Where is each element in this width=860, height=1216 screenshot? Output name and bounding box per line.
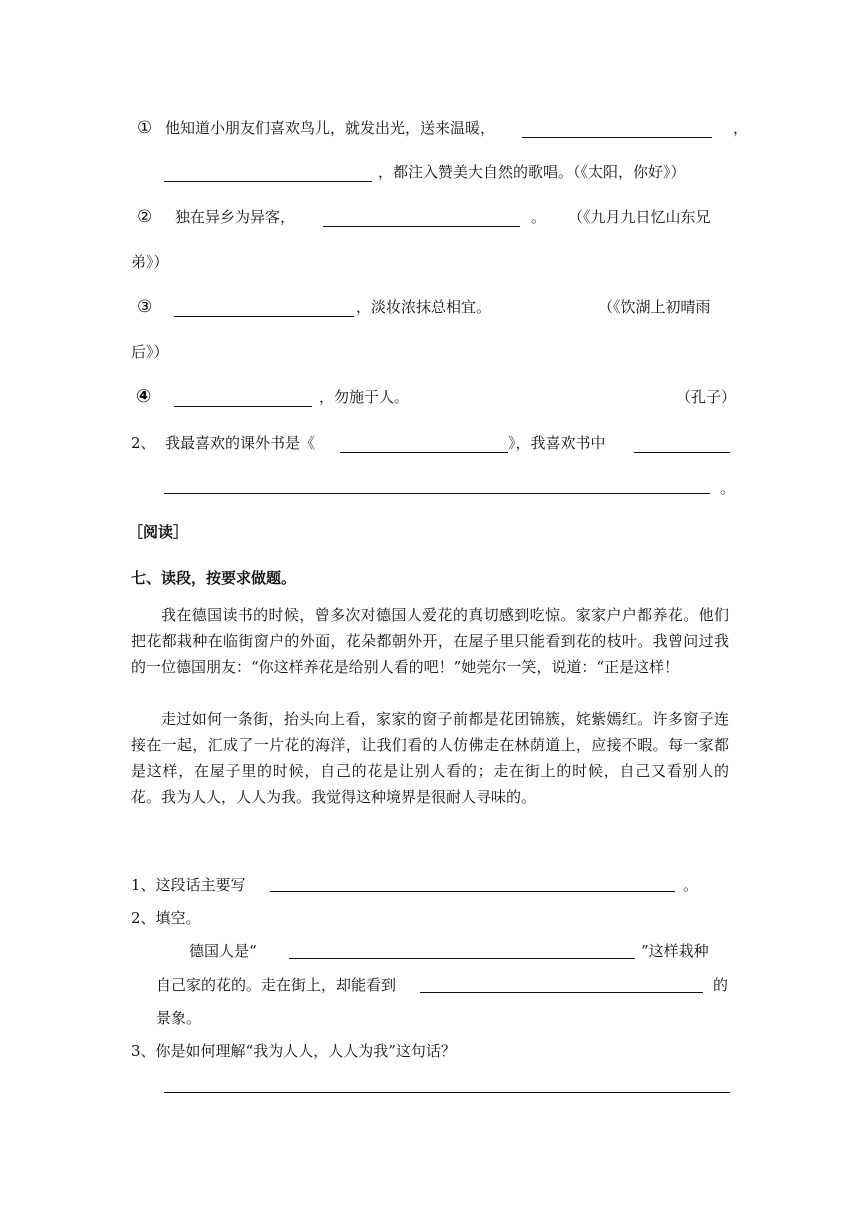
item1-comma: ， (733, 119, 749, 137)
reading-paragraph-1: 我在德国读书的时候，曾多次对德国人爱花的真切感到吃惊。家家户户都养花。他们把花都栽种在临街窗户的外面，花朵都朝外开，在屋子里只能看到花的枝叶。我曾问过我的一位德国朋友：“你这样养花是给别人看的吧！”她莞尔一笑，说道：“正是这样！ (131, 606, 729, 676)
q2-end: 。 (720, 479, 736, 497)
section-label-reading: ［阅读］ (128, 523, 189, 541)
question-2-blank-2[interactable] (420, 992, 703, 993)
question-3-blank[interactable] (164, 1092, 730, 1093)
question-3: 3、你是如何理解“我为人人，人人为我”这句话？ (131, 1042, 456, 1060)
item3-text: ，淡妆浓抹总相宜。 (356, 298, 492, 316)
item2-source: （《九月九日忆山东兄 (568, 208, 711, 226)
item2-period: 。 (531, 208, 547, 226)
question-1-blank[interactable] (270, 891, 675, 892)
question-2-line2-b: 的 (713, 976, 729, 994)
item1-text: 他知道小朋友们喜欢鸟儿，就发出光，送来温暖， (165, 119, 496, 137)
item4-blank[interactable] (174, 406, 312, 407)
item4-number: ④ (136, 386, 152, 407)
item1-blank-1[interactable] (522, 137, 712, 138)
question-2-line3: 景象。 (156, 1009, 202, 1027)
item1-text-b: ，都注入赞美大自然的歌唱。（《太阳，你好》） (378, 163, 686, 181)
book-part-blank[interactable] (634, 452, 730, 453)
q2-text-b: 》，我喜欢书中 (508, 434, 606, 452)
question-1-end: 。 (683, 876, 699, 894)
item2-text: 独在异乡为异客， (175, 208, 296, 226)
q2-number: 2、 (131, 434, 156, 452)
item2-source-cont: 弟》） (131, 253, 169, 271)
question-2-line1-a: 德国人是“ (189, 942, 257, 960)
question-2-line2-a: 自己家的花的。走在街上，却能看到 (156, 976, 397, 994)
question-2-line1-b: ”这样栽种 (641, 942, 709, 960)
item3-source-cont: 后》） (131, 343, 169, 361)
reading-heading: 七、读段，按要求做题。 (131, 569, 297, 587)
item3-number: ③ (137, 297, 153, 317)
q2-text-a: 我最喜欢的课外书是《 (165, 434, 316, 452)
book-title-blank[interactable] (340, 452, 508, 453)
item3-blank[interactable] (174, 316, 354, 317)
question-2: 2、填空。 (131, 909, 201, 927)
item3-source: （《饮湖上初晴雨 (598, 298, 711, 316)
item4-text: ，勿施于人。 (319, 388, 410, 406)
item2-number: ② (137, 207, 153, 227)
book-reason-blank[interactable] (164, 493, 710, 494)
item4-source: （孔子） (676, 388, 737, 406)
reading-paragraph-2: 走过如何一条街，抬头向上看，家家的窗子前都是花团锦簇，姹紫嫣红。许多窗子连接在一起，汇成了一片花的海洋，让我们看的人仿佛走在林荫道上，应接不暇。每一家都是这样，在屋子里的时候，自己的花是让别人看的；走在街上的时候，自己又看别人的花。我为人人，人人为我。我觉得这种境界是很耐人寻味的。 (131, 710, 729, 806)
item1-blank-2[interactable] (164, 181, 372, 182)
item1-number: ① (137, 118, 153, 138)
question-2-blank-1[interactable] (289, 958, 635, 959)
question-1: 1、这段话主要写 (131, 876, 246, 894)
item2-blank[interactable] (323, 226, 520, 227)
